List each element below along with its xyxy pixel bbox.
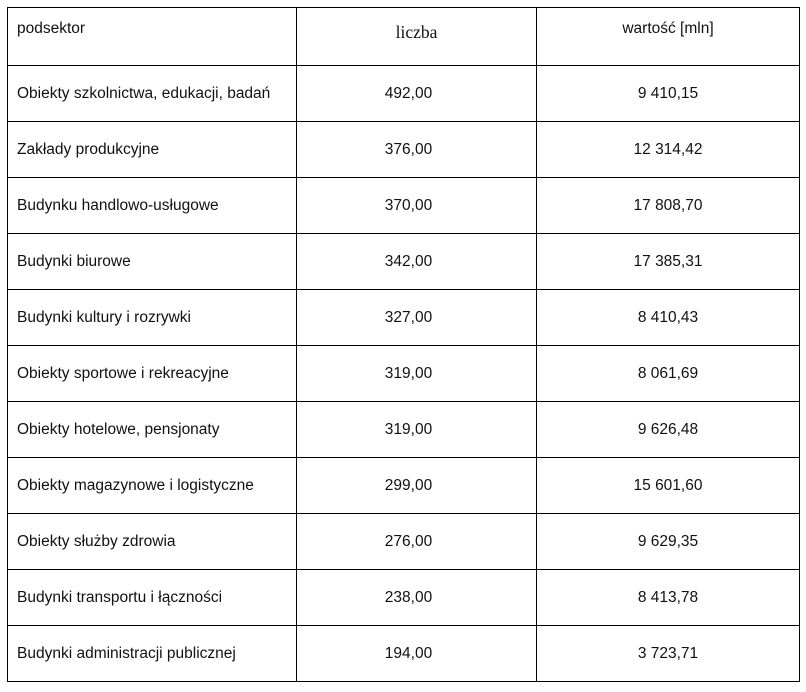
cell-sector: Budynki transportu i łączności	[8, 570, 297, 626]
cell-sector: Budynki administracji publicznej	[8, 626, 297, 682]
table-row	[8, 458, 800, 514]
cell-sector: Budynku handlowo-usługowe	[8, 178, 297, 234]
table-row	[8, 570, 800, 626]
cell-value: 9 626,48	[537, 402, 800, 458]
table-row	[8, 346, 800, 402]
cell-value: 17 808,70	[537, 178, 800, 234]
table-row	[8, 402, 800, 458]
header-row	[8, 8, 800, 66]
table-row	[8, 626, 800, 682]
cell-sector: Obiekty służby zdrowia	[8, 514, 297, 570]
cell-sector: Obiekty sportowe i rekreacyjne	[8, 346, 297, 402]
header-count: liczba	[297, 8, 537, 66]
cell-sector: Obiekty magazynowe i logistyczne	[8, 458, 297, 514]
cell-value: 9 410,15	[537, 66, 800, 122]
cell-count: 492,00	[297, 66, 537, 122]
cell-count: 319,00	[297, 346, 537, 402]
cell-count: 299,00	[297, 458, 537, 514]
cell-sector: Obiekty hotelowe, pensjonaty	[8, 402, 297, 458]
cell-value: 12 314,42	[537, 122, 800, 178]
cell-value: 8 061,69	[537, 346, 800, 402]
cell-count: 376,00	[297, 122, 537, 178]
header-sector: podsektor	[8, 8, 297, 66]
cell-value: 8 410,43	[537, 290, 800, 346]
cell-sector: Budynki biurowe	[8, 234, 297, 290]
table-row	[8, 290, 800, 346]
cell-value: 8 413,78	[537, 570, 800, 626]
cell-sector: Zakłady produkcyjne	[8, 122, 297, 178]
cell-count: 319,00	[297, 402, 537, 458]
table-row	[8, 178, 800, 234]
cell-value: 17 385,31	[537, 234, 800, 290]
sector-table	[7, 7, 800, 682]
cell-count: 370,00	[297, 178, 537, 234]
table-row	[8, 66, 800, 122]
cell-value: 3 723,71	[537, 626, 800, 682]
cell-value: 15 601,60	[537, 458, 800, 514]
cell-count: 194,00	[297, 626, 537, 682]
header-value: wartość [mln]	[537, 8, 800, 66]
cell-count: 342,00	[297, 234, 537, 290]
cell-count: 276,00	[297, 514, 537, 570]
cell-count: 327,00	[297, 290, 537, 346]
cell-value: 9 629,35	[537, 514, 800, 570]
cell-sector: Obiekty szkolnictwa, edukacji, badań	[8, 66, 297, 122]
table-row	[8, 234, 800, 290]
table-row	[8, 122, 800, 178]
cell-count: 238,00	[297, 570, 537, 626]
cell-sector: Budynki kultury i rozrywki	[8, 290, 297, 346]
table-row	[8, 514, 800, 570]
